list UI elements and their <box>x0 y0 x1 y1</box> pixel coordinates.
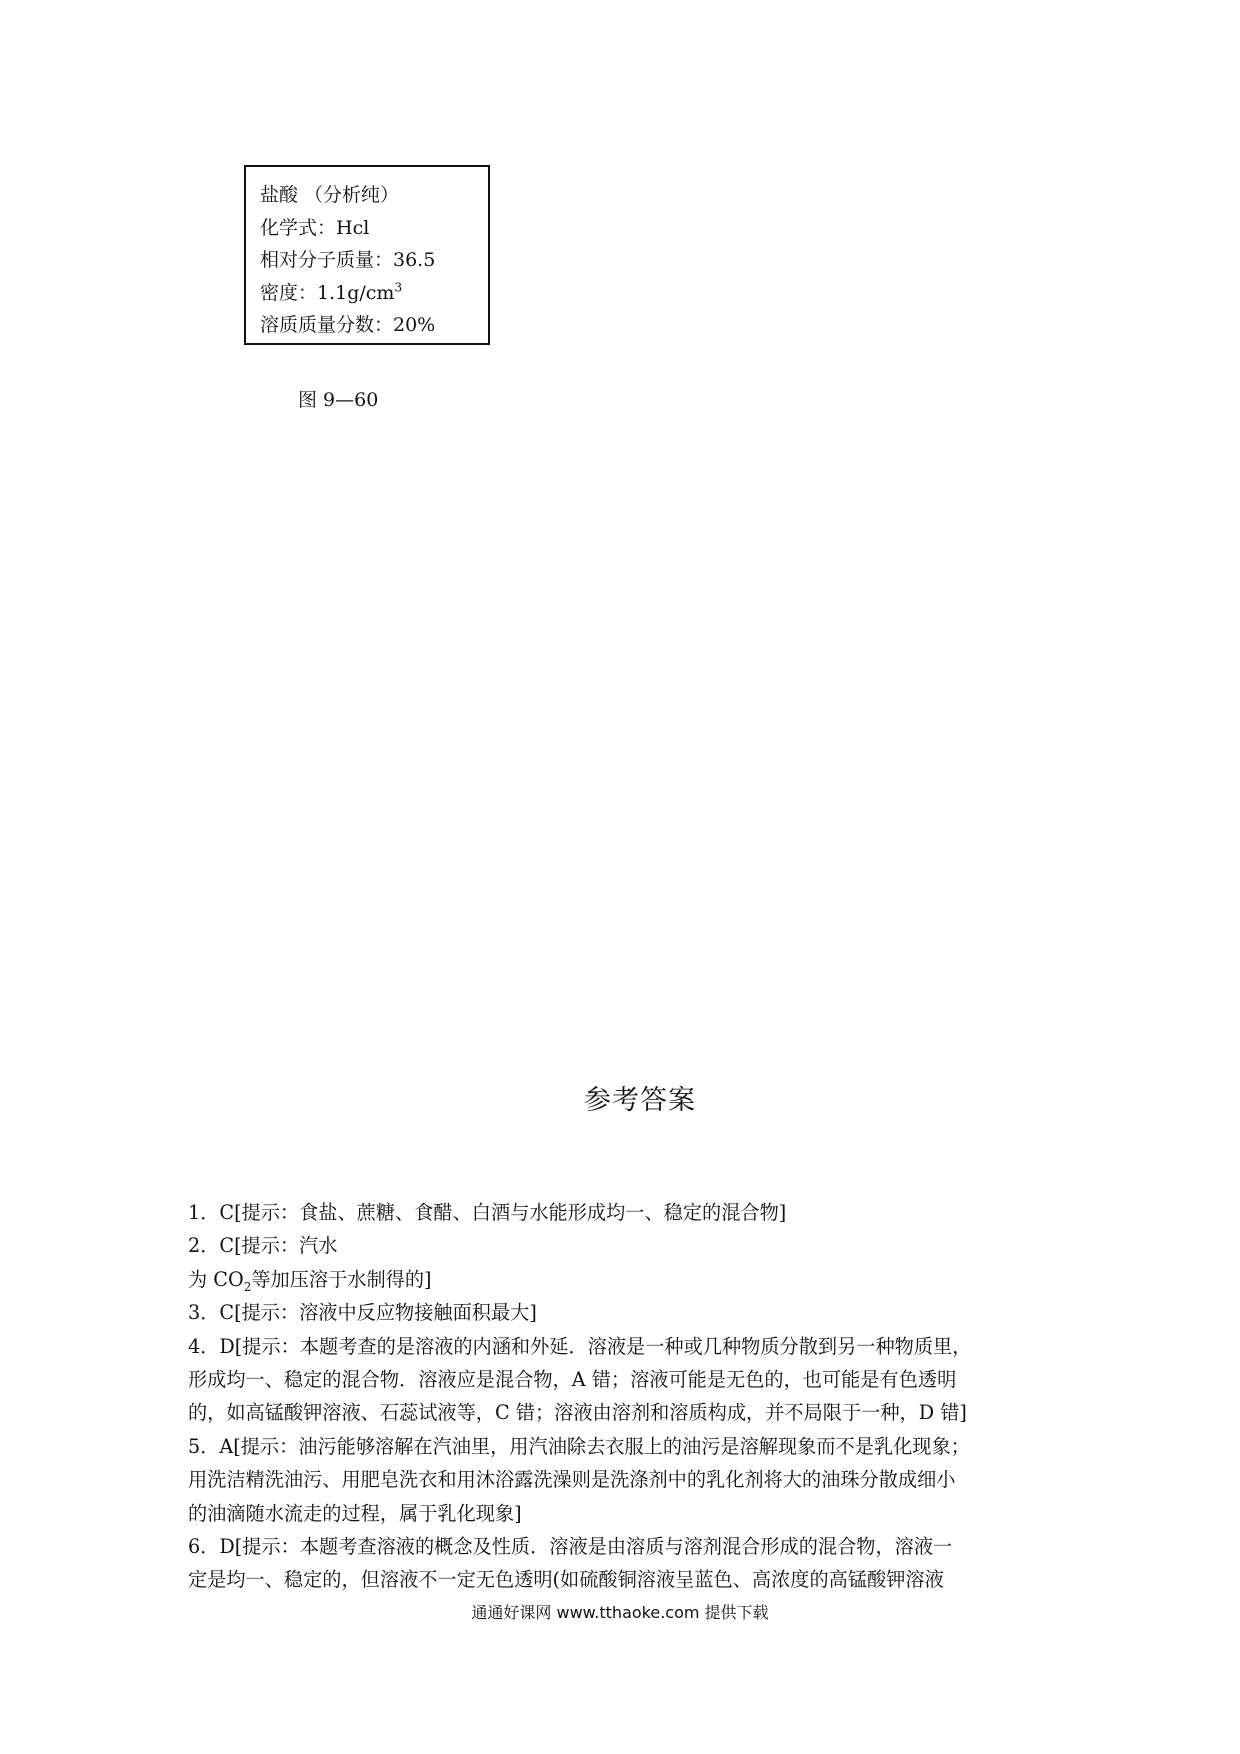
reagent-formula: 化学式：Hcl <box>260 216 370 239</box>
answers-title: 参考答案 <box>584 1085 696 1116</box>
answer-5-line-1: 5．A[提示：油污能够溶解在汽油里，用汽油除去衣服上的油污是溶解现象而不是乳化现象； <box>188 1434 970 1458</box>
answer-2-co2-suffix: 等加压溶于水制得的] <box>251 1267 432 1291</box>
answer-4-line-1: 4．D[提示：本题考查的是溶液的内涵和外延．溶液是一种或几种物质分散到另一种物质里， <box>188 1334 972 1358</box>
answer-4-line-2: 形成均一、稳定的混合物．溶液应是混合物，A 错；溶液可能是无色的，也可能是有色透明 <box>188 1368 957 1392</box>
answer-2-co2-subscript: 2 <box>243 1279 252 1294</box>
answer-4-line-3: 的，如高锰酸钾溶液、石蕊试液等，C 错；溶液由溶剂和溶质构成，并不局限于一种，D 错] <box>188 1401 967 1425</box>
reagent-label-box <box>244 165 490 345</box>
reagent-name: 盐酸 （分析纯） <box>260 184 400 206</box>
reagent-molar-mass: 相对分子质量：36.5 <box>260 249 436 271</box>
figure-caption: 图 9—60 <box>298 389 379 411</box>
answer-6-line-2: 定是均一、稳定的，但溶液不一定无色透明(如硫酸铜溶液呈蓝色、高浓度的高锰酸钾溶液 <box>188 1568 944 1592</box>
reagent-mass-fraction: 溶质质量分数：20% <box>260 314 436 336</box>
answer-3: 3．C[提示：溶液中反应物接触面积最大] <box>188 1301 537 1325</box>
answer-6-line-1: 6．D[提示：本题考查溶液的概念及性质．溶液是由溶质与溶剂混合形成的混合物，溶液一 <box>188 1535 953 1559</box>
answer-5-line-3: 的油滴随水流走的过程，属于乳化现象] <box>188 1501 522 1525</box>
page-footer: 通通好课网 www.tthaoke.com 提供下载 <box>471 1603 769 1622</box>
answer-2-co2-prefix: 为 CO <box>188 1267 244 1291</box>
answer-2-line-2 <box>188 1263 1048 1296</box>
reagent-density <box>260 277 488 310</box>
reagent-density-text: 密度：1.1g/cm <box>260 281 395 304</box>
answer-5-line-2: 用洗洁精洗油污、用肥皂洗衣和用沐浴露洗澡则是洗涤剂中的乳化剂将大的油珠分散成细小 <box>188 1468 956 1492</box>
answers-list <box>188 1196 1048 1597</box>
reagent-density-exponent: 3 <box>394 280 403 295</box>
answer-2-line-1: 2．C[提示：汽水 <box>188 1234 338 1258</box>
answer-1: 1．C[提示：食盐、蔗糖、食醋、白酒与水能形成均一、稳定的混合物] <box>188 1201 787 1224</box>
